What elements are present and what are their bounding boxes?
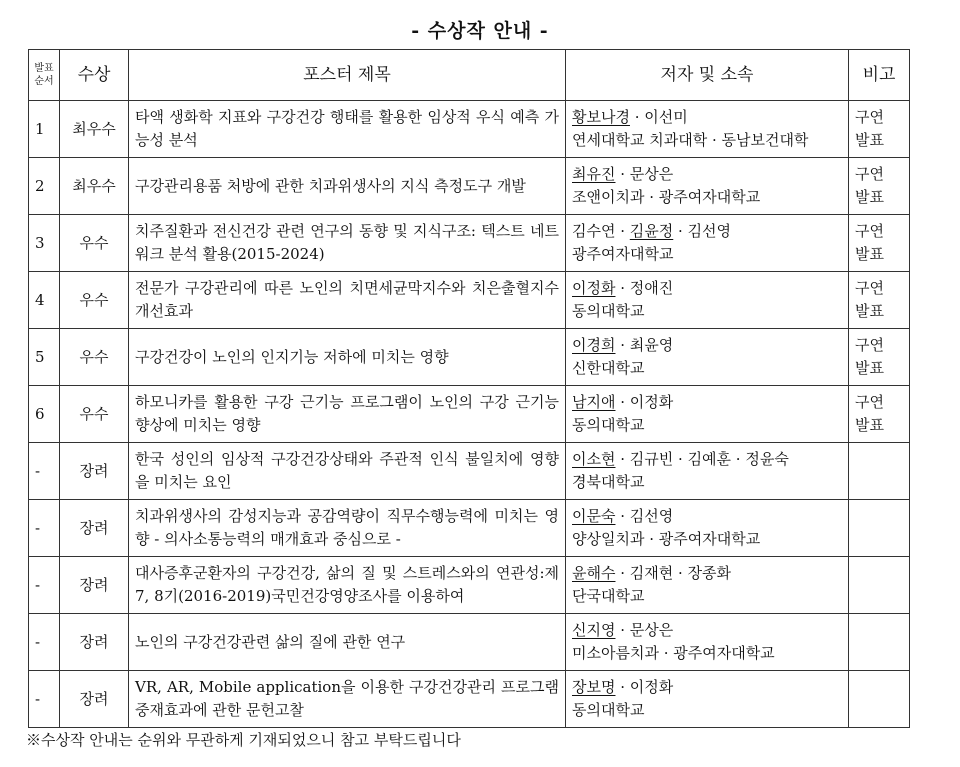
cell-authors [566,215,849,272]
affiliation: 동의대학교 [572,302,645,320]
table-row [29,329,910,386]
affiliation: 미소아름치과 · 광주여자대학교 [572,644,775,662]
cell-poster-title: 치과위생사의 감성지능과 공감역량이 직무수행능력에 미치는 영향 - 의사소통능력의 매개효과 중심으로 - [129,500,566,557]
affiliation: 단국대학교 [572,587,645,605]
cell-order: - [29,557,60,614]
author-names [572,448,842,471]
page-title: - 수상작 안내 - [411,20,549,42]
affiliation: 신한대학교 [572,359,645,377]
presenter-name: 장보명 [572,678,616,696]
affiliation: 동의대학교 [572,416,645,434]
author-names [572,277,842,300]
cell-order: 1 [29,101,60,158]
author-names [572,676,842,699]
coauthor-names: · 문상은 [615,165,674,183]
cell-authors [566,101,849,158]
presenter-name: 이소현 [572,450,616,468]
header-authors: 저자 및 소속 [566,50,849,101]
cell-order: - [29,671,60,728]
cell-award: 우수 [60,215,129,272]
cell-poster-title: 구강관리용품 처방에 관한 치과위생사의 지식 측정도구 개발 [129,158,566,215]
affiliation: 양상일치과 · 광주여자대학교 [572,530,761,548]
awards-table [28,49,910,728]
presenter-name: 이문숙 [572,507,616,525]
cell-order: 5 [29,329,60,386]
presenter-name: 신지영 [572,621,616,639]
author-names [572,391,842,414]
cell-award: 장려 [60,443,129,500]
presenter-name: 남지애 [572,393,616,411]
coauthor-names: · 김선영 [615,507,674,525]
cell-award: 최우수 [60,101,129,158]
cell-award: 우수 [60,386,129,443]
coauthor-names: · 이정화 [615,393,674,411]
presenter-name: 김윤정 [629,222,674,240]
author-names [572,163,842,186]
cell-award: 장려 [60,500,129,557]
coauthor-names: · 김규빈 · 김예훈 · 정윤숙 [615,450,789,468]
cell-authors [566,272,849,329]
cell-poster-title: 노인의 구강건강관련 삶의 질에 관한 연구 [129,614,566,671]
cell-authors [566,671,849,728]
cell-poster-title: VR, AR, Mobile application을 이용한 구강건강관리 프로그램 중재효과에 관한 문헌고찰 [129,671,566,728]
cell-note [849,557,910,614]
cell-authors [566,500,849,557]
coauthor-names: · 이선미 [629,108,688,126]
table-body [29,101,910,728]
affiliation: 연세대학교 치과대학 · 동남보건대학 [572,131,809,149]
cell-order: 2 [29,158,60,215]
header-order-label: 발표 순서 [34,63,54,87]
cell-note: 구연 발표 [849,158,910,215]
cell-order: - [29,500,60,557]
coauthor-names: · 김선영 [673,222,732,240]
coauthor-names: · 이정화 [615,678,674,696]
cell-poster-title: 한국 성인의 임상적 구강건강상태와 주관적 인식 불일치에 영향을 미치는 요인 [129,443,566,500]
cell-note: 구연 발표 [849,272,910,329]
presenter-name: 최유진 [572,165,616,183]
table-header-row [29,50,910,101]
affiliation: 조앤이치과 · 광주여자대학교 [572,188,761,206]
cell-poster-title: 하모니카를 활용한 구강 근기능 프로그램이 노인의 구강 근기능 향상에 미치는 영향 [129,386,566,443]
cell-authors [566,158,849,215]
affiliation: 동의대학교 [572,701,645,719]
table-row [29,671,910,728]
cell-poster-title: 전문가 구강관리에 따른 노인의 치면세균막지수와 치은출혈지수 개선효과 [129,272,566,329]
cell-poster-title: 구강건강이 노인의 인지기능 저하에 미치는 영향 [129,329,566,386]
coauthor-names: · 최윤영 [615,336,674,354]
cell-order: - [29,443,60,500]
cell-poster-title: 대사증후군환자의 구강건강, 삶의 질 및 스트레스와의 연관성:제7, 8기(2016-2019)국민건강영양조사를 이용하여 [129,557,566,614]
cell-note: 구연 발표 [849,215,910,272]
cell-order: - [29,614,60,671]
author-names [572,220,842,243]
coauthor-prefix: 김수연 · [572,222,630,240]
cell-note [849,500,910,557]
author-names [572,562,842,585]
table-row [29,272,910,329]
cell-poster-title: 타액 생화학 지표와 구강건강 행태를 활용한 임상적 우식 예측 가능성 분석 [129,101,566,158]
cell-authors [566,443,849,500]
coauthor-names: · 문상은 [615,621,674,639]
table-row [29,500,910,557]
cell-award: 우수 [60,272,129,329]
presenter-name: 윤해수 [572,564,616,582]
cell-award: 장려 [60,557,129,614]
author-names [572,106,842,129]
header-award: 수상 [60,50,129,101]
cell-note [849,671,910,728]
cell-order: 3 [29,215,60,272]
cell-note: 구연 발표 [849,329,910,386]
presenter-name: 이경희 [572,336,616,354]
table-row [29,215,910,272]
cell-authors [566,386,849,443]
table-row [29,101,910,158]
author-names [572,505,842,528]
table-row [29,386,910,443]
table-row [29,614,910,671]
coauthor-names: · 김재현 · 장종화 [615,564,732,582]
header-poster-title: 포스터 제목 [129,50,566,101]
presenter-name: 황보나경 [572,108,630,126]
author-names [572,334,842,357]
cell-award: 우수 [60,329,129,386]
cell-award: 장려 [60,614,129,671]
cell-note [849,614,910,671]
cell-authors [566,329,849,386]
cell-poster-title: 치주질환과 전신건강 관련 연구의 동향 및 지식구조: 텍스트 네트워크 분석 활용(2015-2024) [129,215,566,272]
cell-note: 구연 발표 [849,386,910,443]
affiliation: 광주여자대학교 [572,245,674,263]
author-names [572,619,842,642]
affiliation: 경북대학교 [572,473,645,491]
cell-authors [566,614,849,671]
cell-note: 구연 발표 [849,101,910,158]
cell-authors [566,557,849,614]
footnote: ※수상작 안내는 순위와 무관하게 기재되었으니 참고 부탁드립니다 [26,731,461,749]
header-order [29,50,60,101]
cell-note [849,443,910,500]
table-row [29,557,910,614]
presenter-name: 이정화 [572,279,616,297]
cell-order: 6 [29,386,60,443]
header-note: 비고 [849,50,910,101]
cell-award: 최우수 [60,158,129,215]
cell-order: 4 [29,272,60,329]
table-row [29,158,910,215]
table-row [29,443,910,500]
cell-award: 장려 [60,671,129,728]
coauthor-names: · 정애진 [615,279,674,297]
